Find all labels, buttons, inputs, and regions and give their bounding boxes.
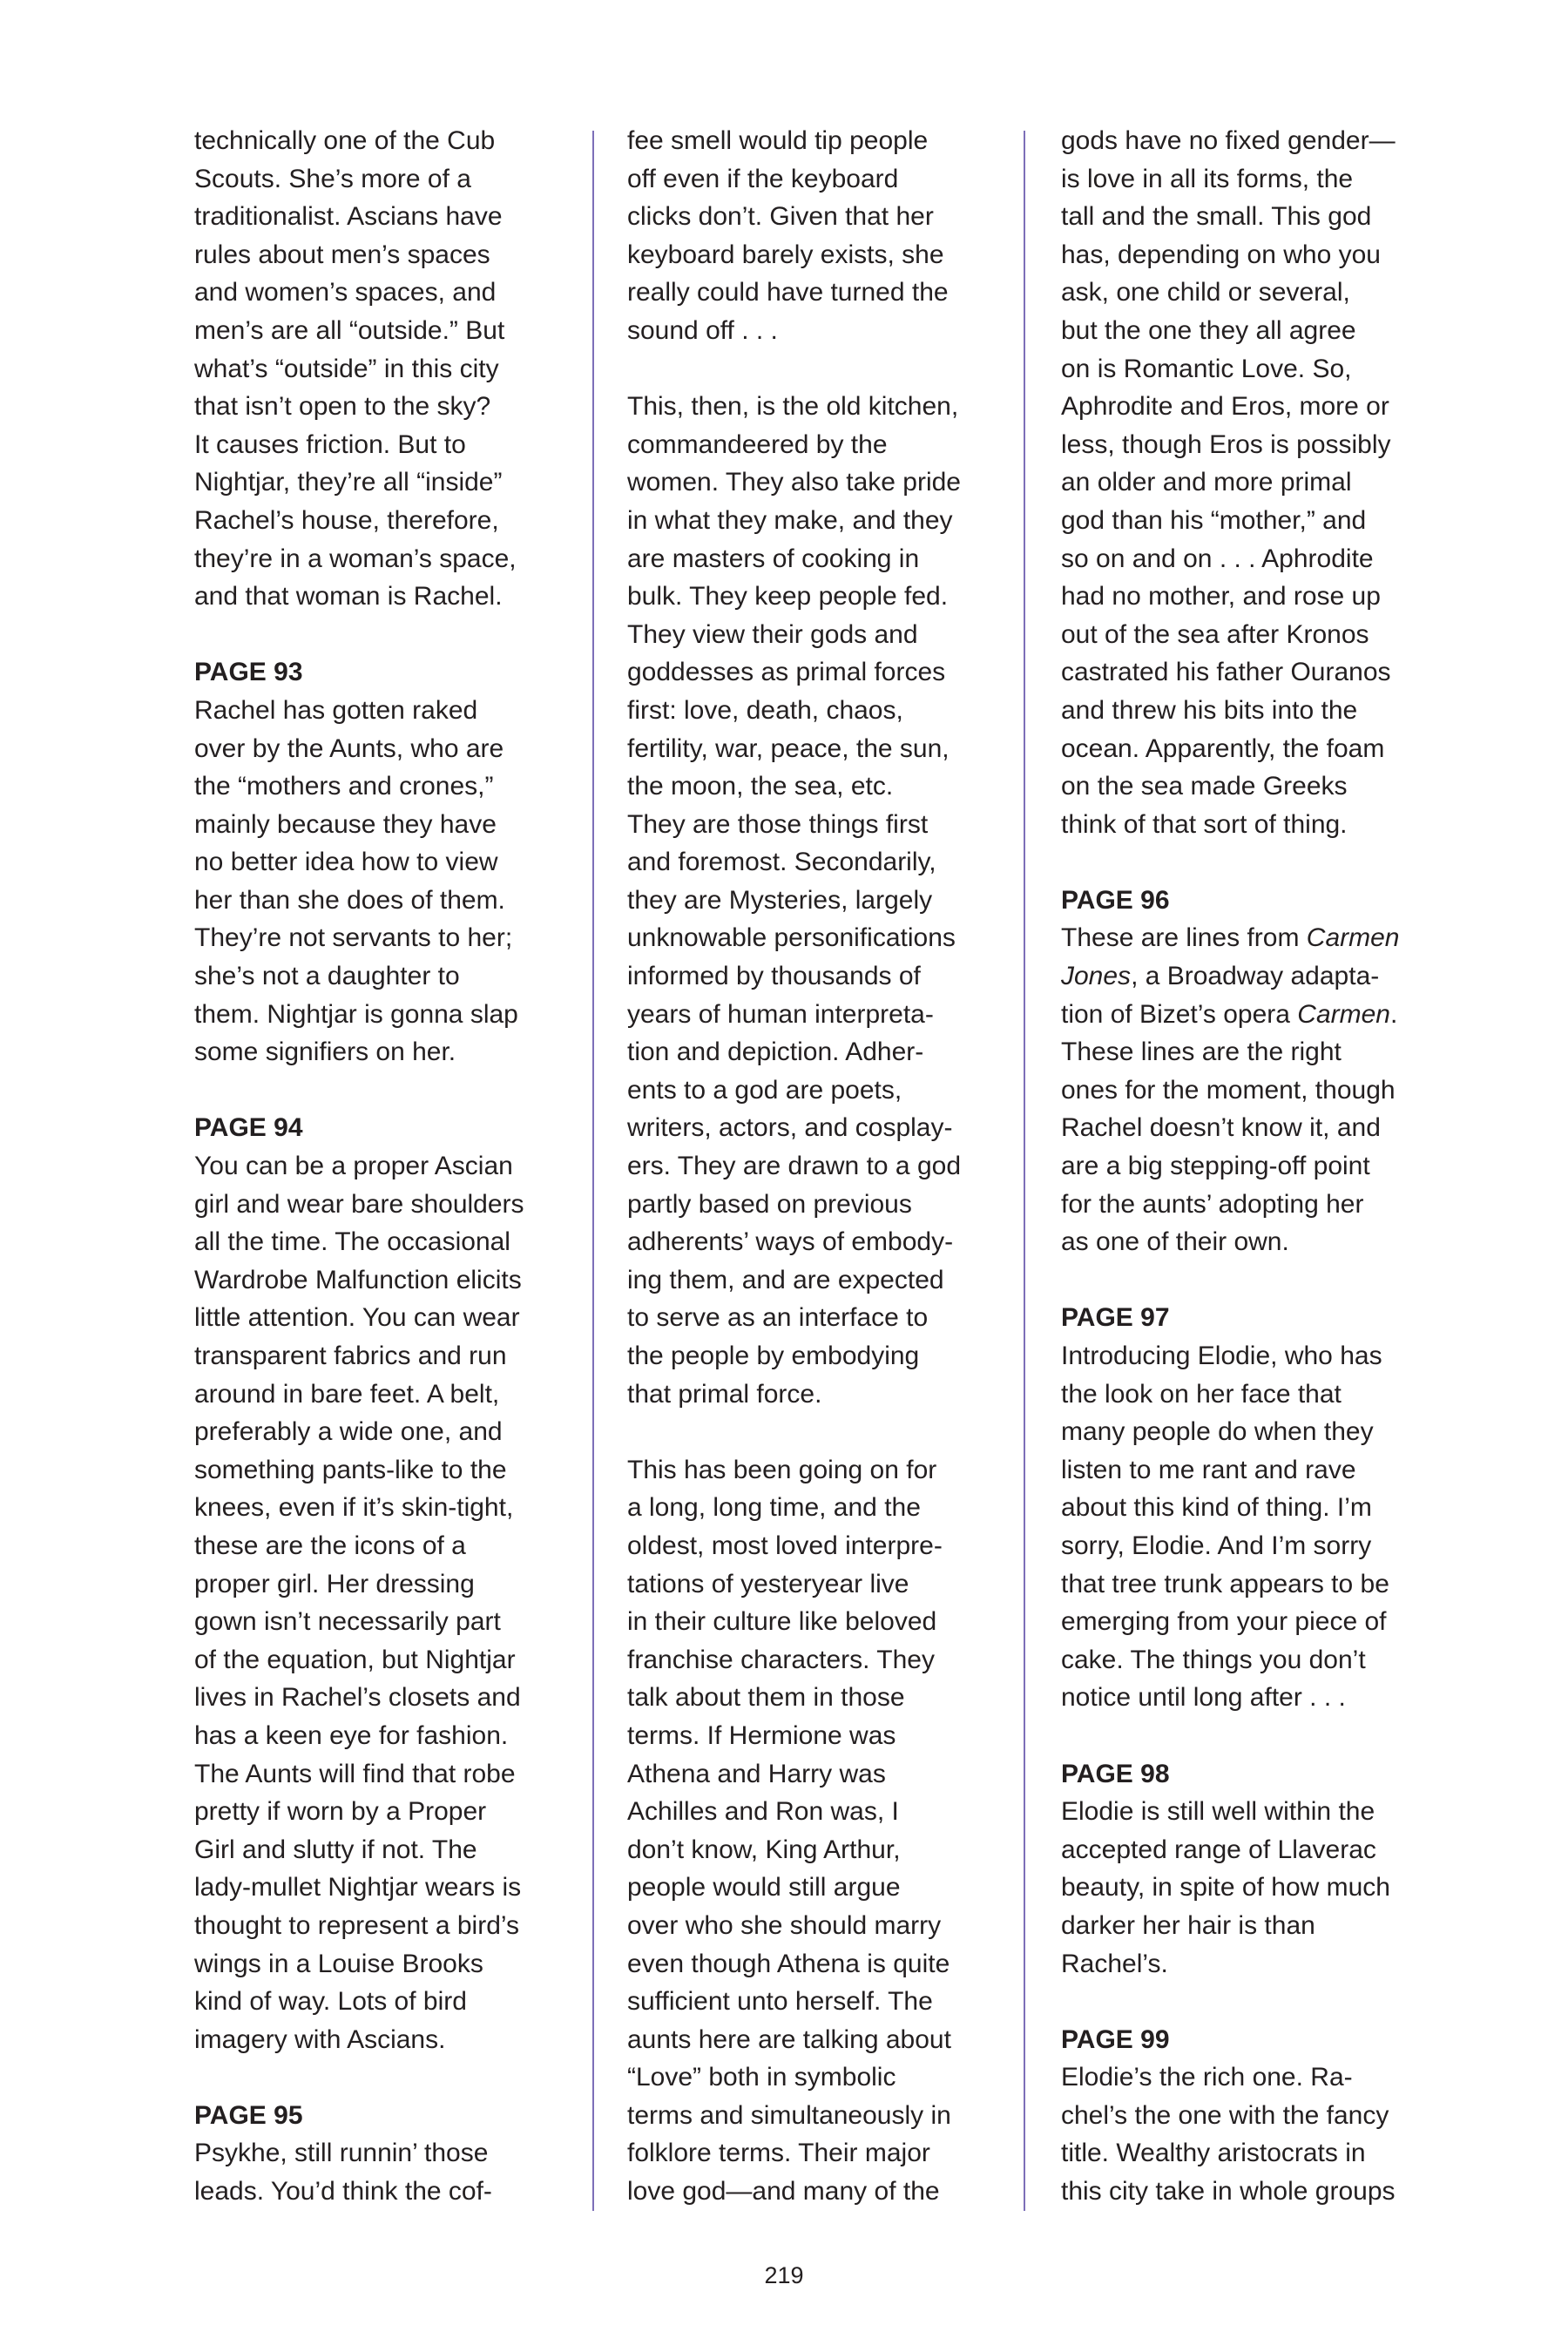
text-line: and foremost. Secondarily, [627,848,936,877]
text-line: ents to a god are poets, [627,1075,902,1105]
text-line: Rachel doesn’t know it, and [1061,1113,1381,1143]
text-line: over by the Aunts, who are [194,733,504,763]
text-line: goddesses as primal forces [627,658,946,687]
text-line: Rachel’s house, therefore, [194,505,499,535]
text-line: ones for the moment, though [1061,1075,1396,1105]
text-line: technically one of the Cub [194,126,496,155]
text-line: an older and more primal [1061,468,1352,497]
text-line: something pants-like to the [194,1455,507,1484]
section-heading: PAGE 99 [1061,2024,1170,2054]
text-line: gods have no fixed gender— [1061,126,1396,155]
text-line: clicks don’t. Given that her [627,202,934,232]
text-line: aunts here are talking about [627,2024,951,2054]
text-line: Introducing Elodie, who has [1061,1342,1382,1370]
italic-title: Jones [1061,962,1132,991]
paragraph-gap [1061,1717,1436,1755]
column-divider [592,131,594,2211]
text-line: think of that sort of thing. [1061,809,1348,839]
text-line: years of human interpreta- [627,999,934,1029]
text-line: in their culture like beloved [627,1607,937,1637]
text-line: lives in Rachel’s closets and [194,1683,521,1713]
paragraph-gap [627,1413,1002,1451]
text-line: little attention. You can wear [194,1303,520,1333]
paragraph-gap [194,2058,569,2097]
text-line: The Aunts will find that robe [194,1759,516,1788]
text-line: is love in all its forms, the [1061,164,1354,193]
text-line: This has been going on for [627,1455,937,1484]
text-line: has a keen eye for fashion. [194,1720,509,1750]
text-line: over who she should marry [627,1910,942,1940]
text-line: ers. They are drawn to a god [627,1152,961,1181]
text-line: traditionalist. Ascians have [194,202,503,232]
text-line: pretty if worn by a Proper [194,1797,487,1827]
paragraph-gap [1061,1261,1436,1300]
text-line: thought to represent a bird’s [194,1910,520,1940]
text-line: notice until long after . . . [1061,1683,1346,1713]
text-line: preferably a wide one, and [194,1417,503,1447]
text-line: folklore terms. Their major [627,2139,930,2168]
text-line: emerging from your piece of [1061,1607,1387,1637]
text-line: are a big stepping-off point [1061,1152,1370,1181]
text-line: They view their gods and [627,619,918,649]
text-line: terms and simultaneously in [627,2100,951,2130]
text-line: don’t know, King Arthur, [627,1835,901,1864]
text-line: They are those things first [627,809,929,839]
text-line: many people do when they [1061,1417,1374,1447]
text-line [1061,919,1436,957]
text-line: has, depending on who you [1061,240,1381,269]
section-heading: PAGE 95 [194,2100,303,2130]
text-line: her than she does of them. [194,885,505,915]
text-line: franchise characters. They [627,1645,935,1674]
text-line: cake. The things you don’t [1061,1645,1366,1674]
column-divider [1024,131,1025,2211]
text-line: out of the sea after Kronos [1061,619,1369,649]
text-line: You can be a proper Ascian [194,1152,513,1181]
text-line: they are Mysteries, largely [627,885,933,915]
text-line: less, though Eros is possibly [1061,429,1391,459]
text-line: that isn’t open to the sky? [194,392,491,422]
text-line: lady-mullet Nightjar wears is [194,1873,522,1903]
text-line: a long, long time, and the [627,1493,921,1523]
text-line: god than his “mother,” and [1061,505,1367,535]
text-line: Psykhe, still runnin’ those [194,2139,489,2168]
text-line: talk about them in those [627,1683,905,1713]
text-column-3 [1061,122,1436,2211]
text-column-1 [194,122,569,2211]
section-heading: PAGE 94 [194,1113,303,1143]
text-line: commandeered by the [627,429,888,459]
text-line: all the time. The occasional [194,1227,510,1257]
text-line: imagery with Ascians. [194,2024,446,2054]
paragraph-gap [627,350,1002,389]
text-segment: , a Broadway adapta- [1131,962,1380,991]
text-line: accepted range of Llaverac [1061,1835,1376,1864]
text-line: Rachel has gotten raked [194,695,478,725]
text-column-2 [627,122,1002,2211]
text-line: about this kind of thing. I’m [1061,1493,1372,1523]
text-line: adherents’ ways of embody- [627,1227,954,1257]
text-line: rules about men’s spaces [194,240,490,269]
text-segment: These are lines from [1061,923,1307,953]
text-line: people would still argue [627,1873,901,1903]
text-line: leads. You’d think the cof- [194,2177,492,2207]
text-line: kind of way. Lots of bird [194,1987,467,2017]
text-line: Aphrodite and Eros, more or [1061,392,1389,422]
text-line: terms. If Hermione was [627,1720,896,1750]
text-segment: . [1389,999,1398,1029]
section-heading: PAGE 96 [1061,885,1170,915]
text-line: gown isn’t necessarily part [194,1607,501,1637]
text-line: writers, actors, and cosplay- [627,1113,953,1143]
text-line: It causes friction. But to [194,429,466,459]
text-line: Rachel’s. [1061,1949,1168,1978]
text-line: Achilles and Ron was, I [627,1797,899,1827]
text-line: Scouts. She’s more of a [194,164,471,193]
text-line: ocean. Apparently, the foam [1061,733,1385,763]
paragraph-gap [194,1071,569,1110]
text-line: this city take in whole groups [1061,2177,1396,2207]
text-line: for the aunts’ adopting her [1061,1189,1364,1219]
paragraph-gap [194,616,569,654]
page-number: 219 [764,2262,804,2288]
text-line: tations of yesteryear live [627,1569,909,1598]
text-line: love god—and many of the [627,2177,940,2207]
text-line: girl and wear bare shoulders [194,1189,524,1219]
text-line: Athena and Harry was [627,1759,886,1788]
text-line [1061,996,1436,1034]
section-heading: PAGE 93 [194,658,303,687]
section-heading: PAGE 97 [1061,1303,1170,1333]
text-line: This, then, is the old kitchen, [627,392,959,422]
text-line: They’re not servants to her; [194,923,513,953]
text-line: Girl and slutty if not. The [194,1835,477,1864]
text-line: had no mother, and rose up [1061,582,1381,612]
text-line: beauty, in spite of how much [1061,1873,1390,1903]
text-line: partly based on previous [627,1189,912,1219]
text-line: oldest, most loved interpre- [627,1531,943,1560]
text-line: what’s “outside” in this city [194,354,499,383]
text-line: wings in a Louise Brooks [194,1949,483,1978]
text-line: These lines are the right [1061,1037,1342,1067]
text-line: some signifiers on her. [194,1037,456,1067]
section-heading: PAGE 98 [1061,1759,1170,1788]
paragraph-gap [1061,843,1436,882]
text-line: men’s are all “outside.” But [194,315,505,345]
text-line: first: love, death, chaos, [627,695,903,725]
text-line: tion and depiction. Adher- [627,1037,924,1067]
text-line: and threw his bits into the [1061,695,1358,725]
text-line: on the sea made Greeks [1061,772,1348,801]
text-line: on is Romantic Love. So, [1061,354,1352,383]
text-line: are masters of cooking in [627,544,920,573]
text-line: the people by embodying [627,1342,920,1370]
text-line: that primal force. [627,1379,822,1409]
text-line: really could have turned the [627,278,949,308]
text-line: bulk. They keep people fed. [627,582,949,612]
text-line: women. They also take pride [627,468,961,497]
text-line: no better idea how to view [194,848,498,877]
text-line: knees, even if it’s skin-tight, [194,1493,514,1523]
text-line: the “mothers and crones,” [194,772,494,801]
text-line: Elodie is still well within the [1061,1797,1375,1827]
text-line: title. Wealthy aristocrats in [1061,2139,1366,2168]
text-line: of the equation, but Nightjar [194,1645,516,1674]
text-line: ing them, and are expected [627,1265,944,1294]
text-line: darker her hair is than [1061,1910,1315,1940]
text-line: sound off . . . [627,315,778,345]
text-line: transparent fabrics and run [194,1342,507,1370]
text-line: around in bare feet. A belt, [194,1379,500,1409]
text-line: off even if the keyboard [627,164,899,193]
text-line: proper girl. Her dressing [194,1569,475,1598]
text-line: that tree trunk appears to be [1061,1569,1389,1598]
text-line: fee smell would tip people [627,126,929,155]
text-line: the look on her face that [1061,1379,1342,1409]
text-segment: tion of Bizet’s opera [1061,999,1298,1029]
text-line: sorry, Elodie. And I’m sorry [1061,1531,1372,1560]
text-line: informed by thousands of [627,962,921,991]
text-line: she’s not a daughter to [194,962,460,991]
text-line: as one of their own. [1061,1227,1289,1257]
text-line: them. Nightjar is gonna slap [194,999,518,1029]
italic-title: Carmen [1297,999,1390,1029]
text-line: Nightjar, they’re all “inside” [194,468,503,497]
text-line: to serve as an interface to [627,1303,929,1333]
text-line: unknowable personifications [627,923,956,953]
text-line [1061,957,1436,996]
text-line: tall and the small. This god [1061,202,1372,232]
text-line: sufficient unto herself. The [627,1987,933,2017]
text-line: Wardrobe Malfunction elicits [194,1265,522,1294]
text-line: mainly because they have [194,809,497,839]
text-line: castrated his father Ouranos [1061,658,1391,687]
text-line: but the one they all agree [1061,315,1356,345]
text-line: and that woman is Rachel. [194,582,503,612]
text-line: ask, one child or several, [1061,278,1350,308]
text-line: they’re in a woman’s space, [194,544,517,573]
text-line: in what they make, and they [627,505,953,535]
text-line: “Love” both in symbolic [627,2063,896,2092]
text-line: keyboard barely exists, she [627,240,944,269]
text-line: chel’s the one with the fancy [1061,2100,1389,2130]
text-line: even though Athena is quite [627,1949,950,1978]
text-line: Elodie’s the rich one. Ra- [1061,2063,1353,2092]
text-line: fertility, war, peace, the sun, [627,733,950,763]
text-line: listen to me rant and rave [1061,1455,1356,1484]
text-line: these are the icons of a [194,1531,466,1560]
italic-title: Carmen [1306,923,1400,953]
text-line: the moon, the sea, etc. [627,772,894,801]
text-line: so on and on . . . Aphrodite [1061,544,1374,573]
text-line: and women’s spaces, and [194,278,497,308]
paragraph-gap [1061,1983,1436,2021]
